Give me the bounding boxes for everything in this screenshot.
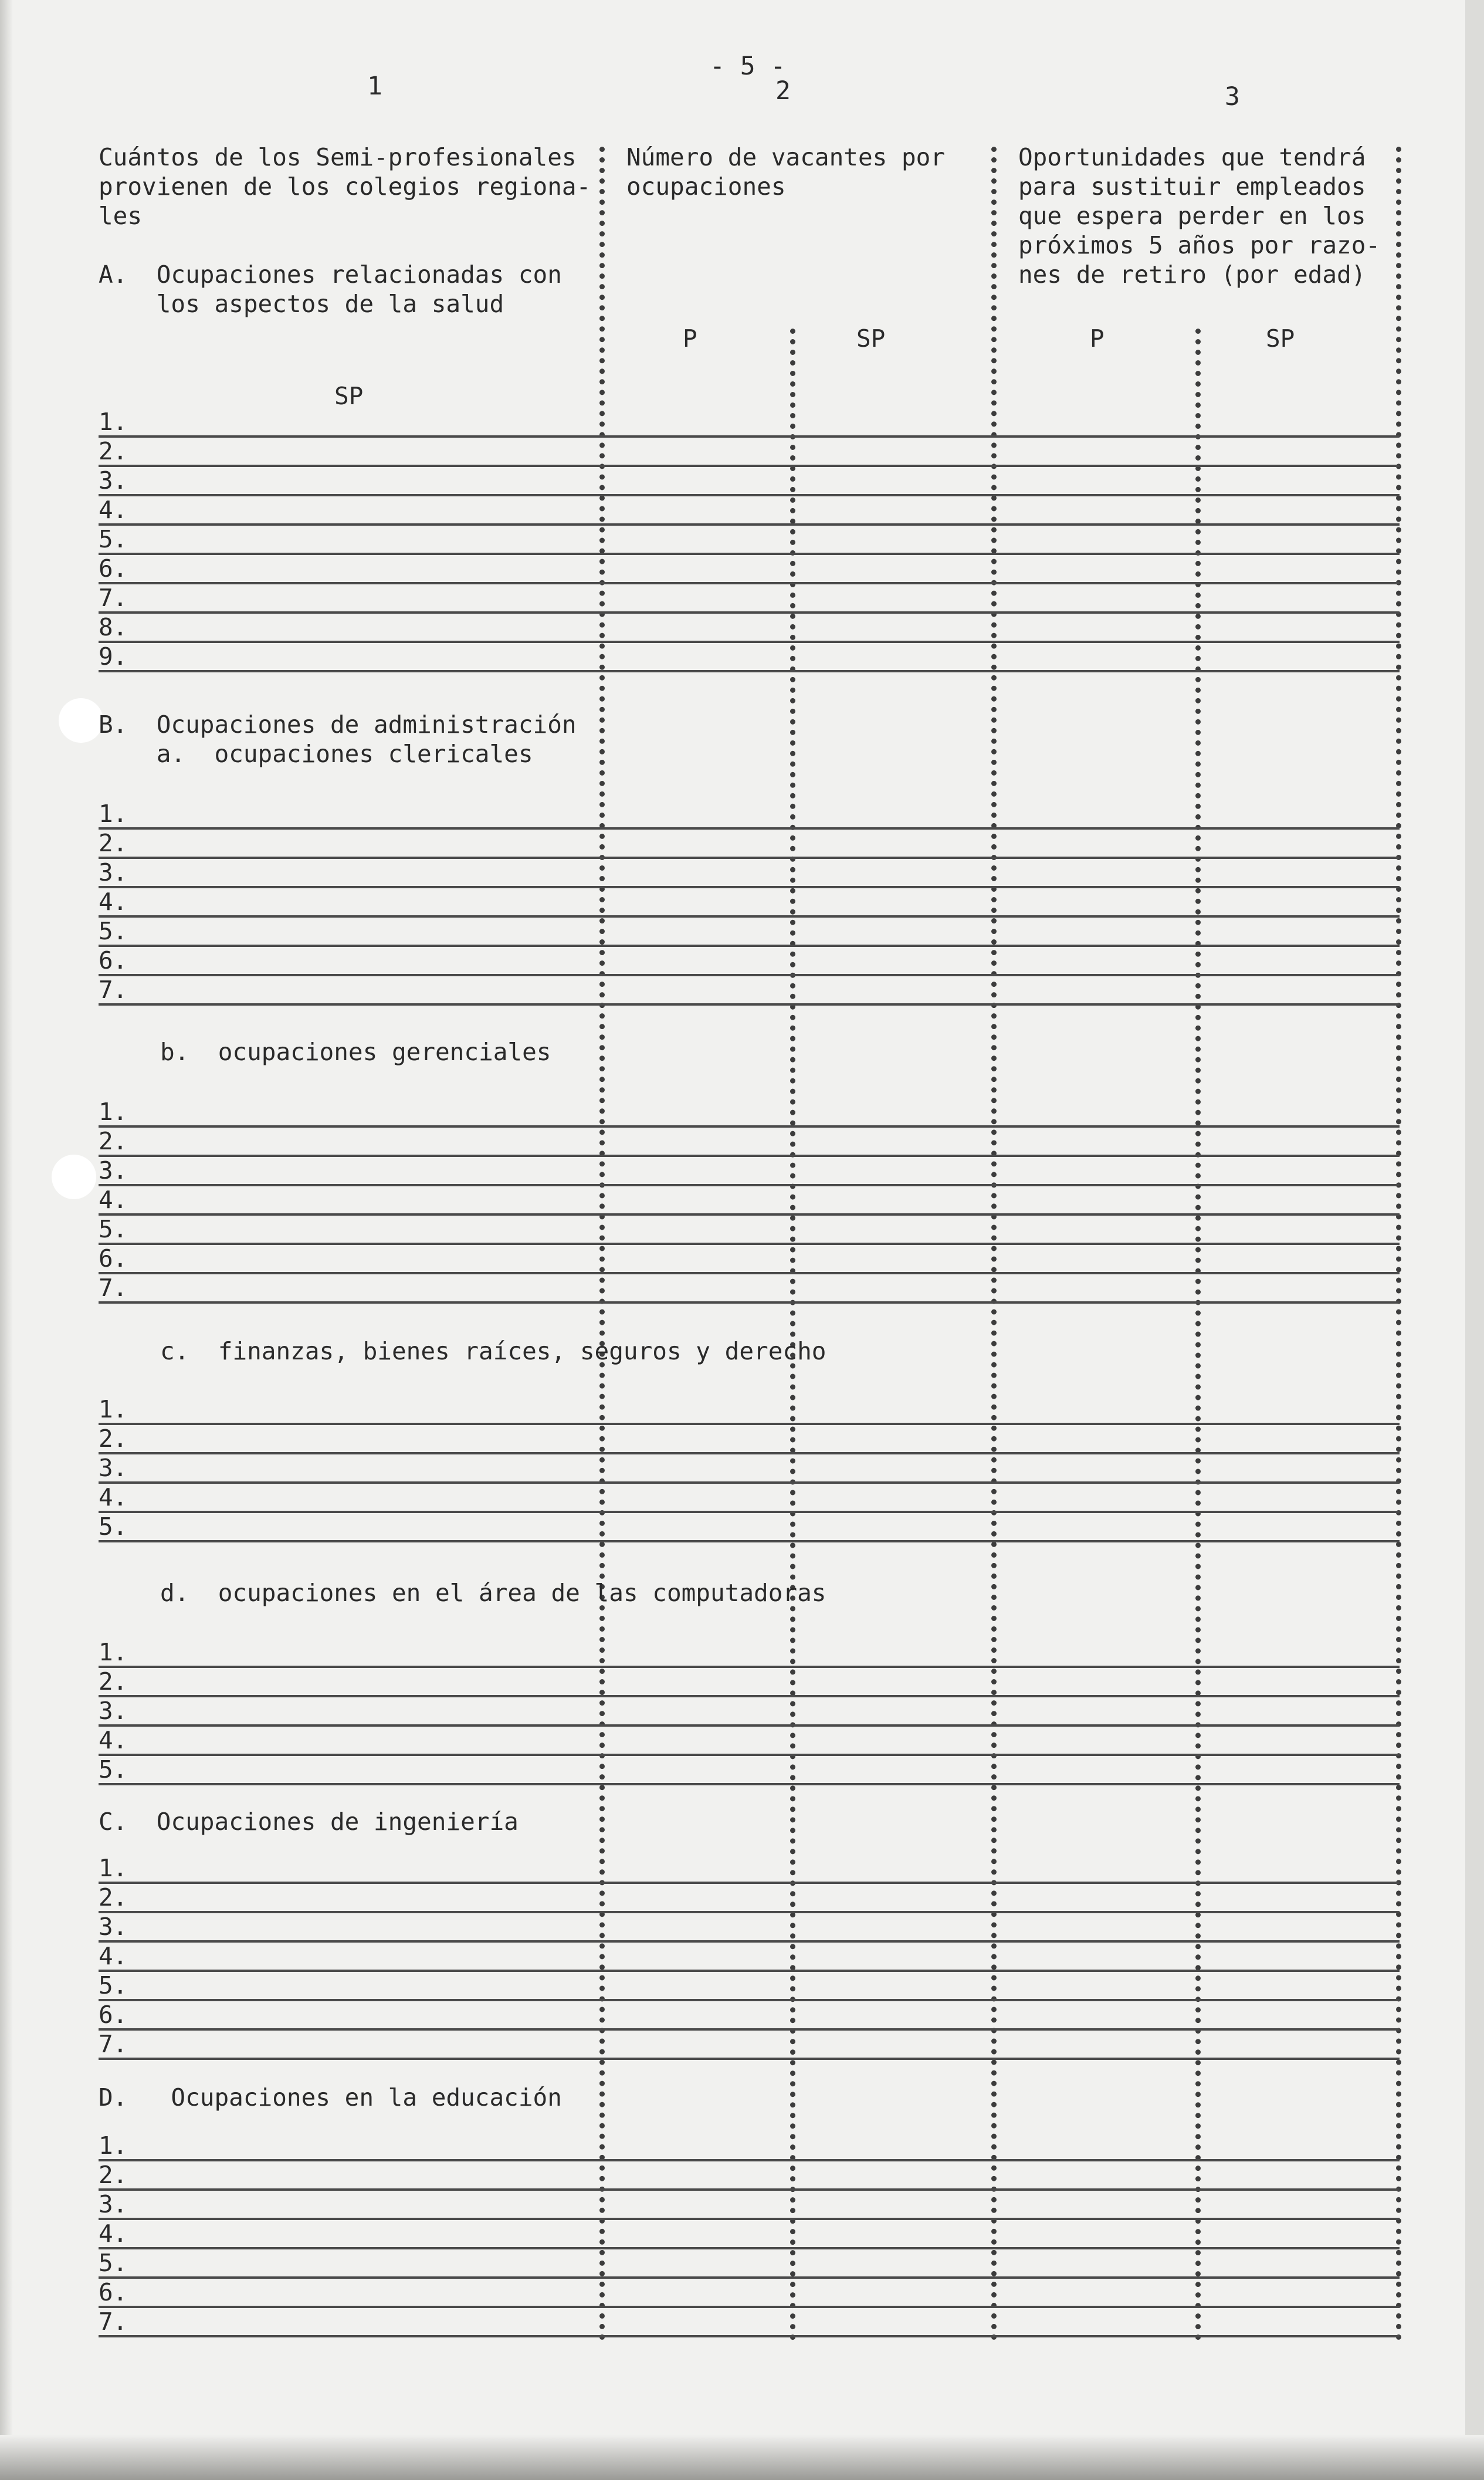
row-number: 1. bbox=[99, 408, 128, 436]
row-number: 1. bbox=[99, 1098, 128, 1126]
row-line bbox=[99, 2276, 1400, 2279]
row-number: 6. bbox=[99, 1244, 128, 1273]
row-number: 1. bbox=[99, 800, 128, 828]
row-number: 5. bbox=[99, 1755, 128, 1784]
column-number-2: 2 bbox=[775, 76, 791, 106]
row-line bbox=[99, 1940, 1400, 1943]
row-line bbox=[99, 1452, 1400, 1454]
row-line bbox=[99, 1695, 1400, 1697]
page-number: - 5 - bbox=[710, 52, 786, 81]
row-number: 2. bbox=[99, 2161, 128, 2189]
row-number: 2. bbox=[99, 829, 128, 857]
row-line bbox=[99, 1970, 1400, 1972]
row-line bbox=[99, 1754, 1400, 1756]
section-c-finanzas-label: c. finanzas, bienes raíces, seguros y derecho bbox=[160, 1337, 826, 1365]
row-line bbox=[99, 1911, 1400, 1913]
row-line bbox=[99, 1184, 1400, 1186]
scan-bottom-shadow bbox=[0, 2435, 1484, 2480]
row-number: 6. bbox=[99, 2001, 128, 2029]
row-line bbox=[99, 974, 1400, 976]
row-number: 1. bbox=[99, 1638, 128, 1666]
col1-subheader-sp: SP bbox=[334, 382, 364, 410]
row-line bbox=[99, 2247, 1400, 2249]
row-line bbox=[99, 553, 1400, 555]
row-line bbox=[99, 494, 1400, 496]
row-line bbox=[99, 1666, 1400, 1668]
section-c-ingenieria-label: C. Ocupaciones de ingeniería bbox=[99, 1808, 519, 1836]
col2-subheader-p: P bbox=[683, 324, 697, 353]
row-number: 9. bbox=[99, 642, 128, 671]
row-number: 5. bbox=[99, 1513, 128, 1541]
row-number: 1. bbox=[99, 2131, 128, 2160]
row-line bbox=[99, 886, 1400, 888]
row-number: 6. bbox=[99, 946, 128, 975]
row-line bbox=[99, 1999, 1400, 2001]
scan-left-shadow bbox=[0, 0, 13, 2480]
row-line bbox=[99, 2188, 1400, 2191]
row-number: 3. bbox=[99, 466, 128, 495]
row-line bbox=[99, 1540, 1400, 1542]
row-line bbox=[99, 915, 1400, 918]
row-number: 5. bbox=[99, 2249, 128, 2277]
separator-col2-mid bbox=[790, 329, 795, 2341]
row-number: 2. bbox=[99, 437, 128, 465]
row-number: 7. bbox=[99, 2030, 128, 2058]
column-1-header: Cuántos de los Semi-profesionales provienen de los colegios regiona- les bbox=[99, 143, 591, 230]
col3-subheader-p: P bbox=[1090, 324, 1104, 353]
row-number: 5. bbox=[99, 525, 128, 553]
row-number: 7. bbox=[99, 584, 128, 612]
row-line bbox=[99, 582, 1400, 584]
row-number: 3. bbox=[99, 1697, 128, 1725]
row-line bbox=[99, 857, 1400, 859]
row-number: 3. bbox=[99, 1454, 128, 1482]
col3-subheader-sp: SP bbox=[1266, 324, 1295, 353]
punch-hole-top bbox=[59, 698, 103, 743]
row-line bbox=[99, 1125, 1400, 1128]
row-line bbox=[99, 1003, 1400, 1006]
row-line bbox=[99, 2028, 1400, 2031]
section-a-label: A. Ocupaciones relacionadas con los aspectos de la salud bbox=[99, 260, 562, 318]
column-2-header: Número de vacantes por ocupaciones bbox=[626, 143, 946, 201]
row-line bbox=[99, 1213, 1400, 1216]
row-line bbox=[99, 945, 1400, 947]
row-line bbox=[99, 827, 1400, 830]
section-b-label: B. Ocupaciones de administración a. ocupaciones clericales bbox=[99, 710, 577, 768]
row-number: 4. bbox=[99, 888, 128, 916]
row-number: 8. bbox=[99, 613, 128, 641]
section-d-educacion-label: D. Ocupaciones en la educación bbox=[99, 2083, 562, 2112]
row-line bbox=[99, 641, 1400, 643]
row-line bbox=[99, 1882, 1400, 1884]
section-d-computadoras-label: d. ocupaciones en el área de las computadoras bbox=[160, 1579, 826, 1607]
row-line bbox=[99, 523, 1400, 526]
row-number: 3. bbox=[99, 2190, 128, 2218]
row-line bbox=[99, 1272, 1400, 1274]
row-number: 3. bbox=[99, 1156, 128, 1185]
row-line bbox=[99, 1783, 1400, 1785]
row-number: 2. bbox=[99, 1127, 128, 1155]
row-number: 5. bbox=[99, 1971, 128, 1999]
row-line bbox=[99, 1511, 1400, 1513]
section-b-gerenciales-label: b. ocupaciones gerenciales bbox=[160, 1038, 551, 1066]
row-number: 7. bbox=[99, 2308, 128, 2336]
row-number: 6. bbox=[99, 2278, 128, 2306]
col2-subheader-sp: SP bbox=[856, 324, 886, 353]
column-number-3: 3 bbox=[1225, 82, 1240, 111]
row-number: 2. bbox=[99, 1667, 128, 1696]
separator-col3-mid bbox=[1195, 329, 1201, 2341]
row-number: 7. bbox=[99, 1274, 128, 1302]
column-number-1: 1 bbox=[367, 72, 382, 101]
row-line bbox=[99, 465, 1400, 467]
row-line bbox=[99, 1155, 1400, 1157]
row-number: 4. bbox=[99, 496, 128, 524]
row-number: 4. bbox=[99, 1726, 128, 1754]
row-number: 6. bbox=[99, 554, 128, 583]
row-number: 4. bbox=[99, 1483, 128, 1511]
row-line bbox=[99, 1301, 1400, 1304]
row-number: 3. bbox=[99, 858, 128, 887]
row-line bbox=[99, 1243, 1400, 1245]
row-line bbox=[99, 670, 1400, 672]
row-line bbox=[99, 2306, 1400, 2308]
row-number: 4. bbox=[99, 2220, 128, 2248]
row-line bbox=[99, 435, 1400, 438]
row-number: 2. bbox=[99, 1883, 128, 1911]
column-3-header: Oportunidades que tendrá para sustituir empleados que espera perder en los próximos 5 años por razo- nes de retiro (por edad) bbox=[1018, 143, 1381, 289]
row-number: 1. bbox=[99, 1395, 128, 1423]
row-line bbox=[99, 1724, 1400, 1727]
row-number: 1. bbox=[99, 1854, 128, 1882]
row-number: 4. bbox=[99, 1942, 128, 1970]
row-line bbox=[99, 611, 1400, 614]
row-line bbox=[99, 2159, 1400, 2161]
row-line bbox=[99, 2218, 1400, 2220]
row-line bbox=[99, 2058, 1400, 2060]
row-number: 5. bbox=[99, 917, 128, 945]
row-line bbox=[99, 1423, 1400, 1425]
punch-hole-bottom bbox=[52, 1155, 96, 1199]
scan-right-border bbox=[1465, 0, 1484, 2480]
row-number: 4. bbox=[99, 1186, 128, 1214]
row-number: 3. bbox=[99, 1913, 128, 1941]
row-line bbox=[99, 2335, 1400, 2337]
row-number: 7. bbox=[99, 976, 128, 1004]
row-number: 5. bbox=[99, 1215, 128, 1243]
row-number: 2. bbox=[99, 1425, 128, 1453]
row-line bbox=[99, 1481, 1400, 1484]
